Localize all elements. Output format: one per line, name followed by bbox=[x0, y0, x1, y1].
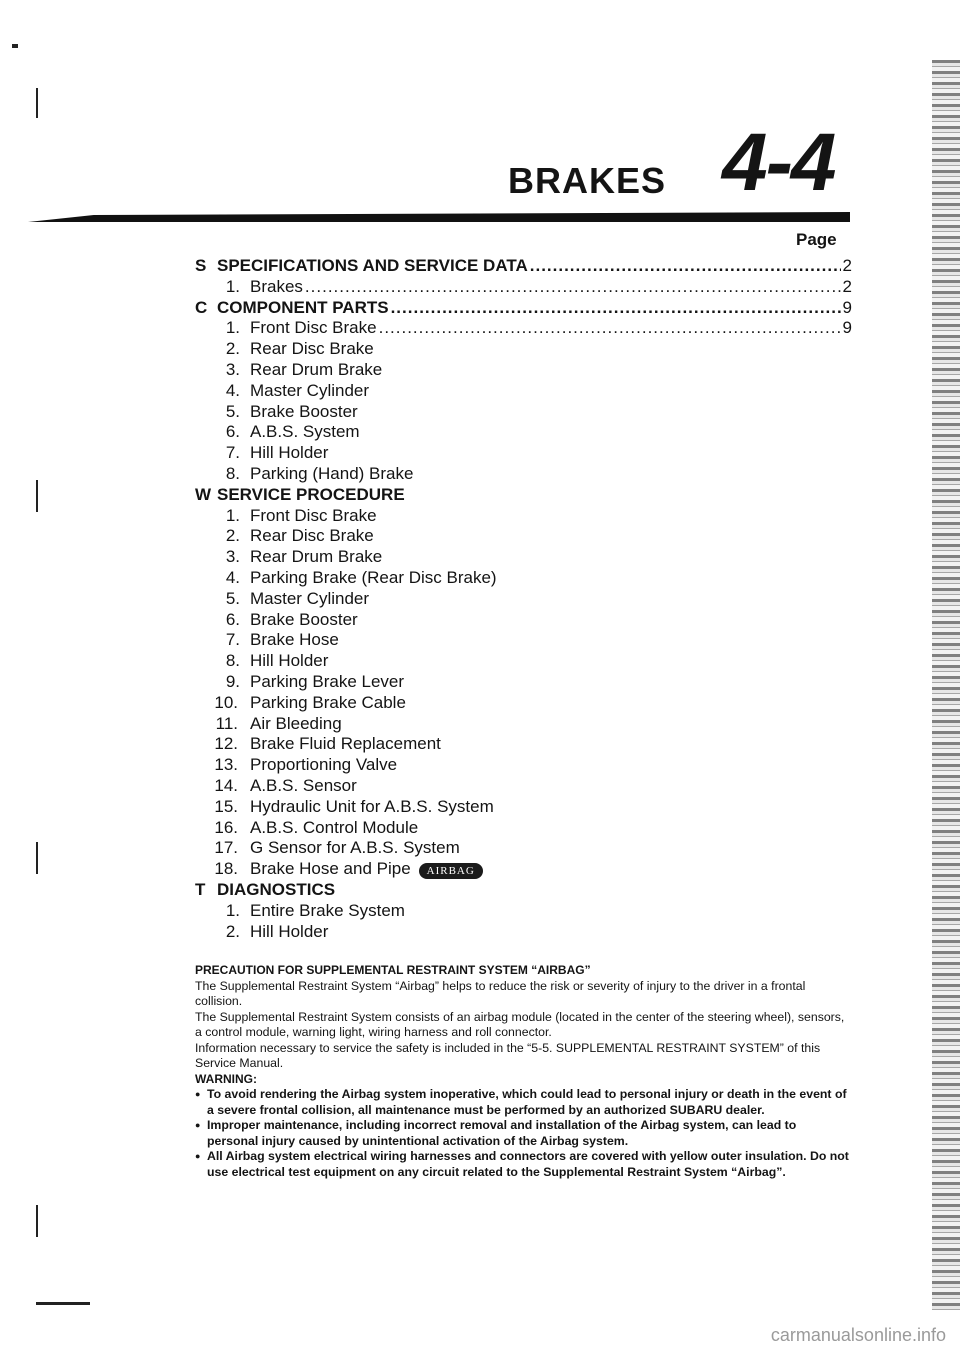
toc-section-title: SERVICE PROCEDURE bbox=[217, 484, 405, 504]
warning-list bbox=[195, 1087, 850, 1180]
toc-item bbox=[218, 630, 339, 650]
warning-item: ● All Airbag system electrical wiring harnesses and connectors are covered with yellow outer insulation. Do not use electrical test equipment on any circuit related to the Supplemental Restraint System “Airbag”. bbox=[195, 1149, 850, 1180]
toc-item bbox=[212, 797, 494, 817]
toc-item bbox=[218, 651, 328, 671]
toc-section bbox=[195, 880, 335, 900]
scan-mark bbox=[36, 1302, 90, 1305]
toc-item-number: 7. bbox=[225, 630, 240, 650]
toc-item bbox=[218, 589, 369, 609]
toc-section bbox=[195, 485, 405, 505]
toc-item-title: Brake Booster bbox=[250, 609, 358, 629]
toc-item-title: Hill Holder bbox=[250, 651, 329, 671]
toc-item-title: Hill Holder bbox=[250, 443, 329, 463]
toc-item-title: Brake Booster bbox=[250, 401, 358, 421]
toc-item-title: Front Disc Brake bbox=[250, 318, 377, 338]
toc-item-number: 11. bbox=[215, 713, 238, 733]
toc-section-letter: W bbox=[195, 484, 212, 504]
airbag-precaution bbox=[195, 963, 850, 1180]
toc-item-title: Front Disc Brake bbox=[250, 505, 377, 525]
toc-item-title: Rear Disc Brake bbox=[250, 526, 374, 546]
toc-item bbox=[212, 755, 397, 775]
toc-item bbox=[218, 360, 382, 380]
toc-item-number: 6. bbox=[225, 422, 240, 442]
scan-binding-edge bbox=[932, 60, 960, 1310]
toc-item bbox=[218, 526, 374, 546]
toc-item-number: 4. bbox=[225, 380, 240, 400]
chapter-number: 4-4 bbox=[722, 117, 835, 208]
toc-item-title: Brake Fluid Replacement bbox=[250, 734, 441, 754]
precaution-paragraph: The Supplemental Restraint System “Airbag” helps to reduce the risk or severity of injury to the driver in a frontal collision. bbox=[195, 978, 806, 1008]
toc-item-number: 1. bbox=[225, 505, 240, 525]
toc-item bbox=[218, 339, 374, 359]
toc-section-title: COMPONENT PARTS bbox=[217, 297, 389, 317]
toc-item-number: 3. bbox=[225, 360, 240, 379]
toc-page-number: 9 bbox=[842, 318, 852, 338]
toc-page-number: 2 bbox=[842, 276, 852, 296]
toc-item-number: 9. bbox=[225, 672, 240, 691]
warning-item: ● To avoid rendering the Airbag system inoperative, which could lead to personal injury or death in the event of a severe frontal collision, all maintenance must be performed by an authorized SUBARU dealer. bbox=[195, 1087, 850, 1118]
toc-item-title: A.B.S. Sensor bbox=[250, 776, 357, 795]
toc-item-number: 17. bbox=[214, 838, 238, 858]
toc-item-title: Rear Drum Brake bbox=[250, 360, 383, 379]
toc-item bbox=[218, 464, 413, 484]
toc-item bbox=[218, 922, 328, 942]
toc-item bbox=[218, 506, 377, 526]
toc-item bbox=[218, 672, 404, 692]
toc-item-number: 1. bbox=[225, 276, 240, 296]
warning-item: ● Improper maintenance, including incorrect removal and installation of the Airbag system, can lead to personal injury caused by unintentional activation of the Airbag system. bbox=[195, 1118, 850, 1149]
toc-item bbox=[212, 714, 342, 734]
toc-item-number: 8. bbox=[225, 651, 240, 671]
toc-item-title: Master Cylinder bbox=[250, 588, 370, 608]
toc-item-title: Brake Hose and Pipe bbox=[250, 859, 411, 879]
toc-item-number: 7. bbox=[225, 443, 240, 463]
toc-section-title: DIAGNOSTICS bbox=[217, 880, 336, 899]
page-column-heading: Page bbox=[796, 230, 837, 249]
toc-item bbox=[218, 422, 360, 442]
toc-section-letter: T bbox=[195, 880, 206, 899]
toc-item-number: 2. bbox=[225, 339, 240, 359]
toc-item bbox=[212, 693, 406, 713]
toc-item-number: 1. bbox=[225, 900, 240, 920]
toc-item-title: Rear Drum Brake bbox=[250, 547, 383, 567]
airbag-badge: AIRBAG bbox=[419, 863, 483, 879]
toc-item-number: 8. bbox=[225, 464, 240, 483]
toc-item-number: 2. bbox=[225, 526, 240, 546]
dot-leader bbox=[530, 256, 841, 276]
toc-item bbox=[218, 568, 497, 588]
toc-item-title: Parking (Hand) Brake bbox=[250, 464, 414, 483]
toc-item-number: 5. bbox=[225, 588, 240, 608]
toc-item-title: Hydraulic Unit for A.B.S. System bbox=[250, 796, 494, 816]
toc-item bbox=[218, 381, 369, 401]
toc-item-number: 14. bbox=[214, 776, 238, 795]
toc-page-number: 9 bbox=[842, 297, 852, 317]
toc-section-letter: C bbox=[195, 297, 208, 317]
toc-item-number: 16. bbox=[214, 817, 238, 837]
header-rule bbox=[28, 212, 850, 222]
toc-item-number: 10. bbox=[214, 692, 238, 712]
toc-item-title: A.B.S. System bbox=[250, 422, 360, 442]
toc-item bbox=[218, 402, 358, 422]
toc-item bbox=[218, 318, 852, 338]
toc-section-letter: S bbox=[195, 256, 207, 275]
precaution-heading: PRECAUTION FOR SUPPLEMENTAL RESTRAINT SYSTEM “AIRBAG” bbox=[195, 963, 591, 977]
toc-section bbox=[195, 298, 852, 318]
watermark: carmanualsonline.info bbox=[770, 1325, 946, 1345]
toc-item bbox=[212, 734, 441, 754]
toc-item bbox=[212, 838, 460, 858]
dot-leader bbox=[379, 318, 841, 338]
scan-mark bbox=[12, 44, 18, 48]
toc-item-number: 18. bbox=[214, 859, 238, 879]
scan-mark bbox=[36, 88, 38, 118]
toc-item bbox=[218, 443, 328, 463]
toc-item-title: Rear Disc Brake bbox=[250, 339, 374, 359]
toc-item-number: 12. bbox=[214, 734, 238, 754]
toc-item-title: Entire Brake System bbox=[250, 900, 405, 920]
toc-section bbox=[195, 256, 852, 276]
warning-label: WARNING: bbox=[195, 1071, 257, 1086]
toc-item-title: Proportioning Valve bbox=[250, 755, 398, 775]
toc-item-number: 3. bbox=[225, 547, 240, 567]
toc-item-title: Parking Brake (Rear Disc Brake) bbox=[250, 568, 497, 587]
toc-section-title: SPECIFICATIONS AND SERVICE DATA bbox=[217, 256, 528, 275]
toc-item bbox=[212, 776, 357, 796]
scan-mark bbox=[36, 480, 38, 512]
toc-item-number: 5. bbox=[225, 401, 240, 421]
toc-item-number: 13. bbox=[214, 755, 238, 775]
scan-mark bbox=[36, 842, 38, 874]
toc-item-title: Master Cylinder bbox=[250, 380, 370, 400]
toc-item-title: Parking Brake Cable bbox=[250, 692, 406, 712]
toc-item bbox=[212, 818, 418, 838]
toc-page-number: 2 bbox=[842, 256, 852, 275]
toc-item-number: 6. bbox=[225, 609, 240, 629]
toc-item bbox=[218, 901, 405, 921]
precaution-paragraph: Information necessary to service the safety is included in the “5-5. SUPPLEMENTAL RESTRAINT SYSTEM” of this Service Manual. bbox=[195, 1040, 821, 1070]
toc-item-title: Brakes bbox=[250, 276, 303, 296]
toc-item-number: 4. bbox=[225, 568, 240, 587]
toc-item-title: A.B.S. Control Module bbox=[250, 817, 419, 837]
toc-item-number: 2. bbox=[225, 921, 240, 941]
toc-item-title: Brake Hose bbox=[250, 630, 339, 650]
page-title: BRAKES bbox=[508, 160, 667, 201]
precaution-paragraph: The Supplemental Restraint System consists of an airbag module (located in the center of the steering wheel), sensors, a control module, warning light, wiring harness and roll connector. bbox=[195, 1009, 845, 1039]
scan-mark bbox=[36, 1205, 38, 1237]
toc-item bbox=[218, 610, 358, 630]
toc-item bbox=[218, 547, 382, 567]
toc-item-number: 1. bbox=[225, 318, 240, 338]
toc-item-number: 15. bbox=[214, 796, 238, 816]
toc-item-title: G Sensor for A.B.S. System bbox=[250, 838, 460, 858]
toc-item bbox=[218, 277, 852, 297]
dot-leader bbox=[305, 277, 841, 297]
toc-item-title: Hill Holder bbox=[250, 921, 329, 941]
toc-item-title: Parking Brake Lever bbox=[250, 672, 405, 691]
dot-leader bbox=[391, 298, 841, 318]
toc-item-title: Air Bleeding bbox=[250, 713, 342, 733]
toc-item bbox=[212, 859, 483, 879]
